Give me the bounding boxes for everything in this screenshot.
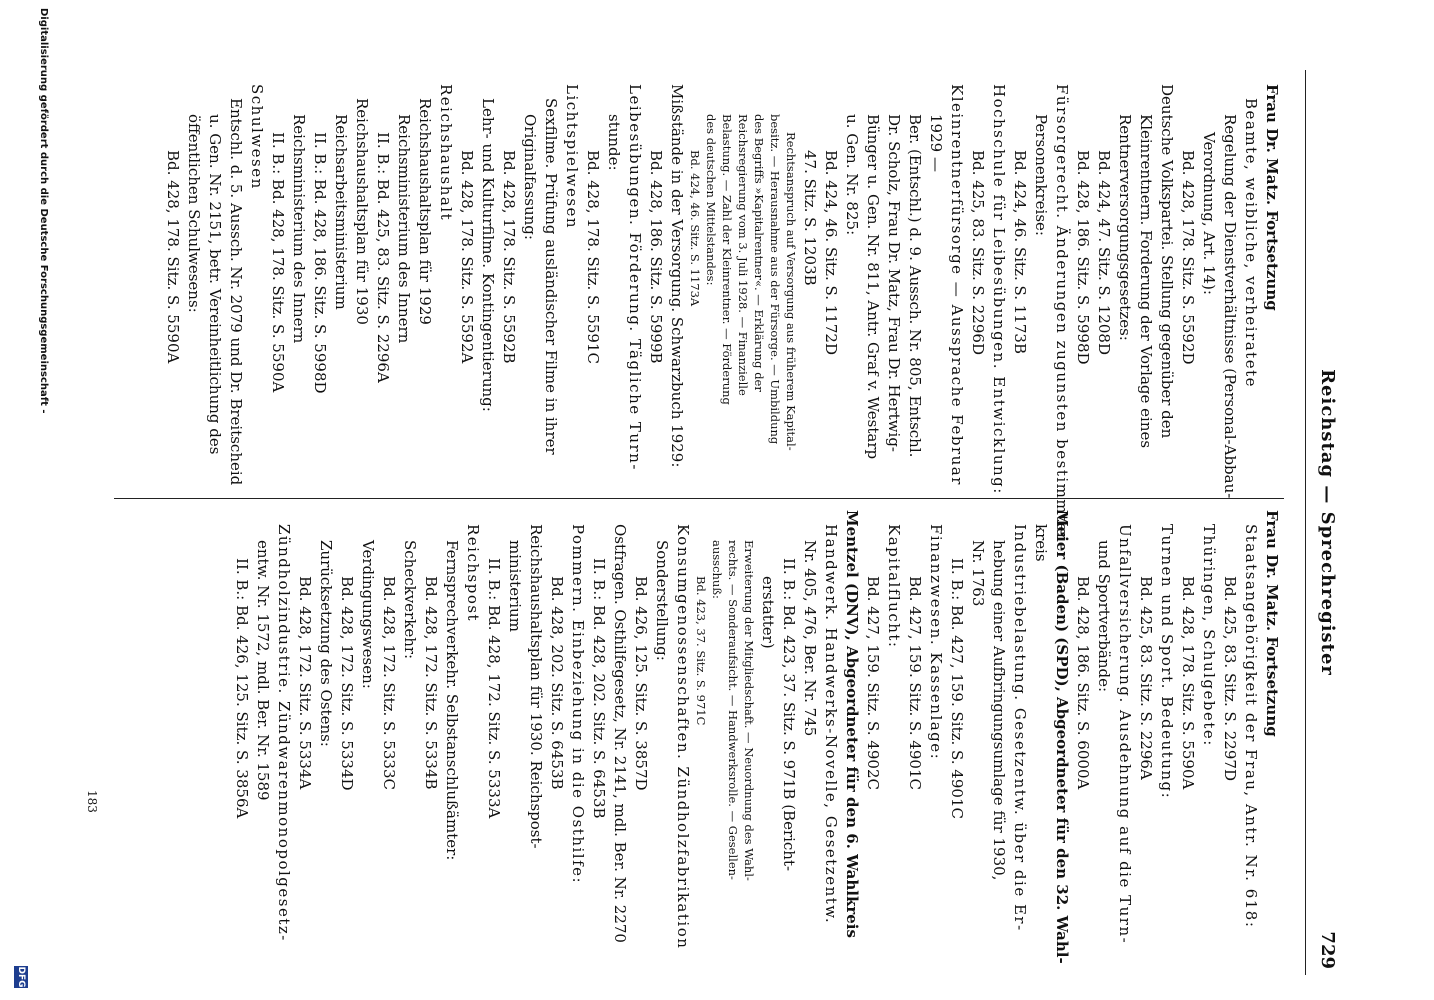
page-title: Reichstag — Sprechregister [1317, 369, 1338, 676]
register-entry: Reichshaushaltsplan für 1930. Reichspost- [527, 524, 545, 849]
register-entry: u. Gen. Nr. 2151, betr. Vereinheitlichung des [206, 114, 224, 455]
register-entry: Bd. 428, 172. Sitz. S. 5334B [422, 576, 440, 790]
register-entry: ministerium [506, 540, 524, 632]
register-entry: Staatsangehörigkeit der Frau, Antr. Nr. 618: [1242, 524, 1260, 929]
register-entry: II. B.: Bd. 425, 83. Sitz. S. 2296A [374, 132, 392, 383]
register-entry: Bd. 428, 178. Sitz. S. 5592A [458, 150, 476, 364]
register-entry: Kapitalflucht: [885, 524, 903, 649]
register-entry: Beamte, weibliche, verheiratete [1242, 98, 1260, 388]
register-entry: besitz. — Herausnahme aus der Fürsorge. — Umbildung [768, 114, 782, 445]
register-entry: Lichtspielwesen [563, 84, 581, 230]
register-entry: Rentnerversorgungsgesetzes: [1116, 114, 1134, 341]
register-entry: Industriebelastung. Gesetzentw. über die Er- [1011, 524, 1029, 932]
register-entry: Bd. 428, 178. Sitz. S. 5590A [1179, 576, 1197, 790]
register-entry: Reichsministerium des Innern [395, 114, 413, 344]
register-entry: rechts. — Sonderaufsicht. — Handwerksrolle. — Gesellen- [726, 540, 740, 880]
register-entry: Kleinrentnern. Forderung der Vorlage eines [1137, 114, 1155, 449]
register-entry: Frau Dr. Matz. Fortsetzung [1263, 84, 1281, 311]
register-entry: Schulwesen [248, 84, 266, 190]
register-entry: Regelung der Dienstverhältnisse (Personal-Abbau- [1221, 114, 1239, 499]
register-entry: Personenkreise: [1032, 114, 1050, 236]
register-entry: Mißstände in der Versorgung. Schwarzbuch 1929: [668, 84, 686, 468]
register-entry: 1929 — [927, 114, 945, 172]
register-entry: Bd. 424, 46. Sitz. S. 1173B [1011, 150, 1029, 354]
register-entry: Bünger u. Gen. Nr. 811, Antr. Graf v. Westarp [864, 114, 882, 460]
register-entry: Bd. 424, 46. Sitz. S. 1172D [822, 150, 840, 355]
register-entry: Bd. 428, 172. Sitz. S. 5333C [380, 576, 398, 790]
register-entry: Finanzwesen. Kassenlage: [927, 524, 945, 761]
register-entry: Bd. 428, 178. Sitz. S. 5591C [584, 150, 602, 364]
register-entry: Dr. Scholz, Frau Dr. Matz, Frau Dr. Hertwig- [885, 114, 903, 452]
left-column [122, 84, 1282, 542]
register-entry: Reichspost [464, 524, 482, 623]
register-entry: Sonderstellung: [653, 540, 671, 661]
register-entry: des deutschen Mittelstandes: [704, 114, 718, 286]
register-entry: II. B.: Bd. 428, 202. Sitz. S. 6453B [590, 558, 608, 819]
register-entry: erstatter) [759, 576, 777, 649]
register-entry: Belastung. — Zahl der Kleinrentner. — Förderung [720, 114, 734, 405]
register-entry: Hochschule für Leibesübungen. Entwicklung: [990, 84, 1008, 495]
register-entry: II. B.: Bd. 426, 125. Sitz. S. 3856A [233, 558, 251, 819]
register-entry: Leibesübungen. Förderung. Tägliche Turn- [626, 84, 644, 471]
register-entry: Bd. 428, 178. Sitz. S. 5592D [1179, 150, 1197, 365]
register-entry: Reichsarbeitsministerium [332, 114, 350, 310]
footer-page-number: 183 [85, 790, 99, 813]
register-entry: Entschl. d. 5. Aussch. Nr. 2079 und Dr. Breitscheid [227, 98, 245, 486]
register-entry: Verdingungswesen: [359, 540, 377, 689]
register-entry: Bd. 424, 46. Sitz. S. 1173A [688, 150, 702, 307]
register-entry: stunde: [605, 114, 623, 171]
register-entry: Handwerk. Handwerks-Novelle, Gesetzentw. [822, 524, 840, 925]
register-entry: Kleinrentnerfürsorge — Aussprache Februar [948, 84, 966, 486]
register-entry: Bd. 428, 186. Sitz. S. 5999B [647, 150, 665, 364]
register-entry: Bd. 428, 178. Sitz. S. 5590A [164, 150, 182, 364]
column-divider [114, 498, 1284, 499]
register-entry: Sexfilme. Prüfung ausländischer Filme in ihrer [542, 98, 560, 455]
page-header [1310, 70, 1342, 975]
register-entry: Reichshaushalt [437, 84, 455, 222]
register-entry: Bd. 426, 125. Sitz. S. 3857D [632, 576, 650, 791]
register-entry: Deutsche Volkspartei. Stellung gegenüber den [1158, 84, 1176, 439]
register-entry: Bd. 428, 178. Sitz. S. 5592B [500, 150, 518, 364]
register-entry: Unfallversicherung. Ausdehnung auf die Turn- [1116, 524, 1134, 945]
register-entry: Fürsorgerecht. Änderungen zugunsten bestimmter [1053, 84, 1071, 542]
register-entry: Konsumgenossenschaften. Zündholzfabrikation [674, 524, 692, 950]
register-entry: Zündholzindustrie. Zündwarenmonopolgesetz- [275, 524, 293, 942]
register-entry: Ostfragen. Osthilfegesetz, Nr. 2141, mdl. Ber. Nr. 2270 [611, 524, 629, 943]
register-entry: Bd. 428, 172. Sitz. S. 5334D [338, 576, 356, 791]
register-entry: Bd. 425, 83. Sitz. S. 2297D [1221, 576, 1239, 781]
register-entry: Meier (Baden) (SPD), Abgeordneter für den 32. Wahl- [1053, 510, 1071, 964]
register-entry: entw. Nr. 1572, mdl. Ber. Nr. 1589 [254, 540, 272, 801]
register-entry: II. B.: Bd. 423, 37. Sitz. S. 971B (Bericht- [780, 558, 798, 872]
register-entry: Bd. 428, 202. Sitz. S. 6453B [548, 576, 566, 790]
register-entry: Reichshaushaltsplan für 1930 [353, 98, 371, 325]
register-entry: Bd. 423, 37. Sitz. S. 971C [694, 576, 708, 726]
register-entry: ausschuß: [710, 540, 724, 599]
register-entry: II. B.: Bd. 428, 172. Sitz. S. 5333A [485, 558, 503, 819]
register-entry: Reichsministerium des Innern [290, 114, 308, 344]
register-entry: und Sportverbände: [1095, 540, 1113, 693]
register-entry: u. Gen. Nr. 825: [843, 114, 861, 236]
register-entry: Lehr- und Kulturfilme. Kontingentierung: [479, 98, 497, 412]
digitization-note: Digitalisierung gefördert durch die Deutsche Forschungsgemeinschaft - [38, 8, 49, 414]
register-entry: Zurücksetzung des Ostens: [317, 540, 335, 747]
register-entry: Bd. 428, 186. Sitz. S. 5998D [1074, 150, 1092, 365]
register-entry: Erweiterung der Mitgliedschaft. — Neuordnung des Wahl- [742, 540, 756, 881]
register-entry: Bd. 428, 186. Sitz. S. 6000A [1074, 576, 1092, 790]
register-entry: 47. Sitz. S. 1203B [801, 150, 819, 286]
register-entry: Bd. 427, 159. Sitz. S. 4901C [906, 576, 924, 790]
dfg-logo: DFG [16, 966, 26, 988]
register-entry: des Begriffs »Kapitalrentner«. — Erklärung der [752, 114, 766, 392]
register-entry: Bd. 427, 159. Sitz. S. 4902C [864, 576, 882, 790]
register-entry: öffentlichen Schulwesens: [185, 114, 203, 313]
register-entry: II. B.: Bd. 428, 186. Sitz. S. 5998D [311, 132, 329, 394]
register-entry: Pommern. Einbeziehung in die Osthilfe: [569, 524, 587, 885]
register-entry: Bd. 425, 83. Sitz. S. 2296A [1137, 576, 1155, 780]
register-entry: II. B.: Bd. 427, 159. Sitz. S. 4901C [948, 558, 966, 819]
register-entry: Mentzel (DNV), Abgeordneter für den 6. Wahlkreis [843, 510, 861, 938]
right-column [122, 510, 1282, 964]
register-entry: Turnen und Sport. Bedeutung: [1158, 524, 1176, 800]
register-entry: Rechtsanspruch auf Versorgung aus früherem Kapital- [784, 132, 798, 451]
register-entry: Reichsregierung vom 3. Juli 1928. — Finanzielle [736, 114, 750, 396]
register-entry: Fernsprechverkehr. Selbstanschlußämter: [443, 540, 461, 861]
register-entry: hebung einer Aufbringungsumlage für 1930, [990, 540, 1008, 881]
register-entry: kreis [1032, 524, 1050, 562]
page-number: 729 [1317, 931, 1338, 969]
register-entry: Reichshaushaltsplan für 1929 [416, 98, 434, 325]
register-entry: Nr. 1763 [969, 540, 987, 607]
register-entry: Bd. 425, 83. Sitz. S. 2296D [969, 150, 987, 355]
header-rule [1305, 70, 1306, 975]
register-entry: Verordnung, Art. 14): [1200, 132, 1218, 295]
register-entry: Scheckverkehr: [401, 540, 419, 660]
register-entry: Frau Dr. Matz. Fortsetzung [1263, 510, 1281, 737]
register-entry: Thüringen, Schulgebete: [1200, 524, 1218, 747]
register-entry: Nr. 405, 476, Ber. Nr. 745 [801, 540, 819, 737]
register-entry: Originalfassung: [521, 114, 539, 240]
register-entry: II. B.: Bd. 428, 178. Sitz. S. 5590A [269, 132, 287, 393]
register-entry: Bd. 428, 172. Sitz. S. 5334A [296, 576, 314, 790]
register-entry: Ber. (Entschl.) d. 9. Aussch. Nr. 805, Entschl. [906, 114, 924, 458]
register-entry: Bd. 424, 47. Sitz. S. 1208D [1095, 150, 1113, 355]
